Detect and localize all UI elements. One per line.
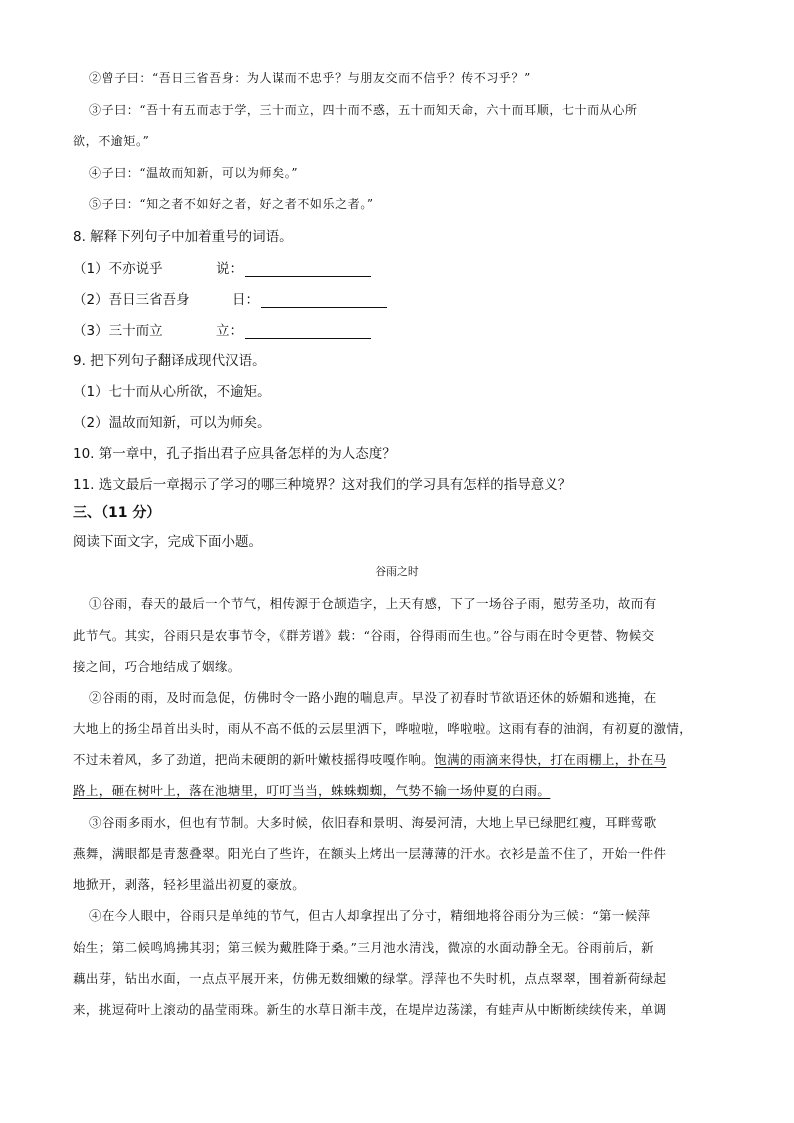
essay-p4-line-2: 始生；第二候鸣鸠拂其羽；第三候为戴胜降于桑。”三月池水清浅，微凉的水面动静全无。谷雨前后，新 [73, 940, 655, 955]
question-8-item-1 [73, 257, 163, 277]
question-8-item-1-sentence: （1）不亦说乎 [73, 261, 163, 277]
question-9-prompt: 9. 把下列句子翻译成现代汉语。 [73, 353, 266, 369]
analects-item-2: ②曾子曰：“吾日三省吾身：为人谋而不忠乎？与朋友交而不信乎？传不习乎？” [89, 71, 531, 85]
essay-p1-line-3: 接之间，巧合地结成了姻缘。 [73, 659, 241, 674]
essay-p3-line-1: ③谷雨多雨水，但也有节制。大多时候，依旧春和景明、海晏河清，大地上早已绿肥红瘦，耳畔莺歌 [89, 815, 657, 830]
essay-p4-line-1: ④在今人眼中，谷雨只是单纯的节气，但古人却拿捏出了分寸，精细地将谷雨分为三候：“第一候萍 [89, 908, 651, 923]
question-8-item-2-answer [232, 288, 387, 308]
question-8-prompt: 8. 解释下列句子中加着重号的词语。 [73, 229, 293, 245]
essay-p2-line-3 [73, 750, 666, 768]
analects-item-5: ⑤子曰：“知之者不如好之者，好之者不如乐之者。” [89, 197, 374, 211]
question-8-item-1-word: 说： [216, 261, 243, 277]
question-9-item-2: （2）温故而知新，可以为师矣。 [73, 415, 271, 431]
question-8-item-3-answer [216, 319, 371, 339]
essay-p2-line-3-plain: 不过未着风，多了劲道，把尚未硬朗的新叶嫩枝摇得吱嘎作响。 [73, 752, 435, 767]
essay-p3-line-2: 燕舞，满眼都是青葱叠翠。阳光白了些许，在额头上烤出一层薄薄的汗水。衣衫是盖不住了，开始一件件 [73, 846, 667, 861]
question-8-item-3 [73, 319, 163, 339]
essay-p2-underlined-b: 路上，砸在树叶上，落在池塘里，叮叮当当，蛛蛛蜘蜘，气势不输一场仲夏的白雨。 [73, 783, 551, 798]
essay-p1-line-2: 此节气。其实，谷雨只是农事节令，《群芳谱》载：“谷雨，谷得雨而生也。”谷与雨在时令更替、物候交 [73, 628, 655, 643]
question-8-item-2-word: 日： [232, 292, 259, 308]
essay-title: 谷雨之时 [375, 565, 419, 578]
question-8-item-3-word: 立： [216, 323, 243, 339]
question-9-item-1: （1）七十而从心所欲，不逾矩。 [73, 384, 271, 400]
analects-item-3-line-1: ③子曰：“吾十有五而志于学，三十而立，四十而不惑，五十而知天命，六十而耳顺，七十而从心所 [89, 103, 638, 117]
section-3-instruction: 阅读下面文字，完成下面小题。 [73, 534, 262, 550]
essay-p4-line-3: 藕出芽，钻出水面，一点点平展开来，仿佛无数细嫩的绿掌。浮萍也不失时机，点点翠翠，围着新荷绿起 [73, 971, 667, 986]
answer-blank[interactable] [245, 262, 371, 277]
analects-item-4: ④子曰：“温故而知新，可以为师矣。” [89, 166, 299, 180]
analects-item-3-line-2: 欲，不逾矩。” [73, 134, 150, 148]
essay-p3-line-3: 地掀开，剥落，轻衫里溢出初夏的豪放。 [73, 877, 306, 892]
essay-p2-line-2: 大地上的扬尘昂首出头时，雨从不高不低的云层里洒下，哗啦啦，哗啦啦。这雨有春的油润，有初夏的激情， [73, 721, 693, 736]
question-8-item-2 [73, 288, 190, 308]
essay-p4-line-4: 来，挑逗荷叶上滚动的晶莹雨珠。新生的水草日渐丰茂，在堤岸边荡漾，有蛙声从中断断续续传来，单调 [73, 1002, 667, 1017]
question-11: 11. 选文最后一章揭示了学习的哪三种境界？这对我们的学习具有怎样的指导意义？ [73, 477, 572, 493]
answer-blank[interactable] [261, 293, 387, 308]
answer-blank[interactable] [245, 324, 371, 339]
section-3-heading: 三、（11 分） [73, 505, 161, 521]
question-10: 10. 第一章中，孔子指出君子应具备怎样的为人态度？ [73, 446, 396, 462]
question-8-item-3-sentence: （3）三十而立 [73, 323, 163, 339]
essay-p1-line-1: ①谷雨，春天的最后一个节气，相传源于仓颉造字，上天有感，下了一场谷子雨，慰劳圣功，故而有 [89, 596, 657, 611]
essay-p2-line-1: ②谷雨的雨，及时而急促，仿佛时令一路小跑的喘息声。早没了初春时节欲语还休的娇媚和逃掩，在 [89, 690, 657, 705]
question-8-item-2-sentence: （2）吾日三省吾身 [73, 292, 190, 308]
essay-p2-underlined-a: 饱满的雨滴来得快，打在雨棚上，扑在马 [434, 752, 667, 767]
question-8-item-1-answer [216, 257, 371, 277]
